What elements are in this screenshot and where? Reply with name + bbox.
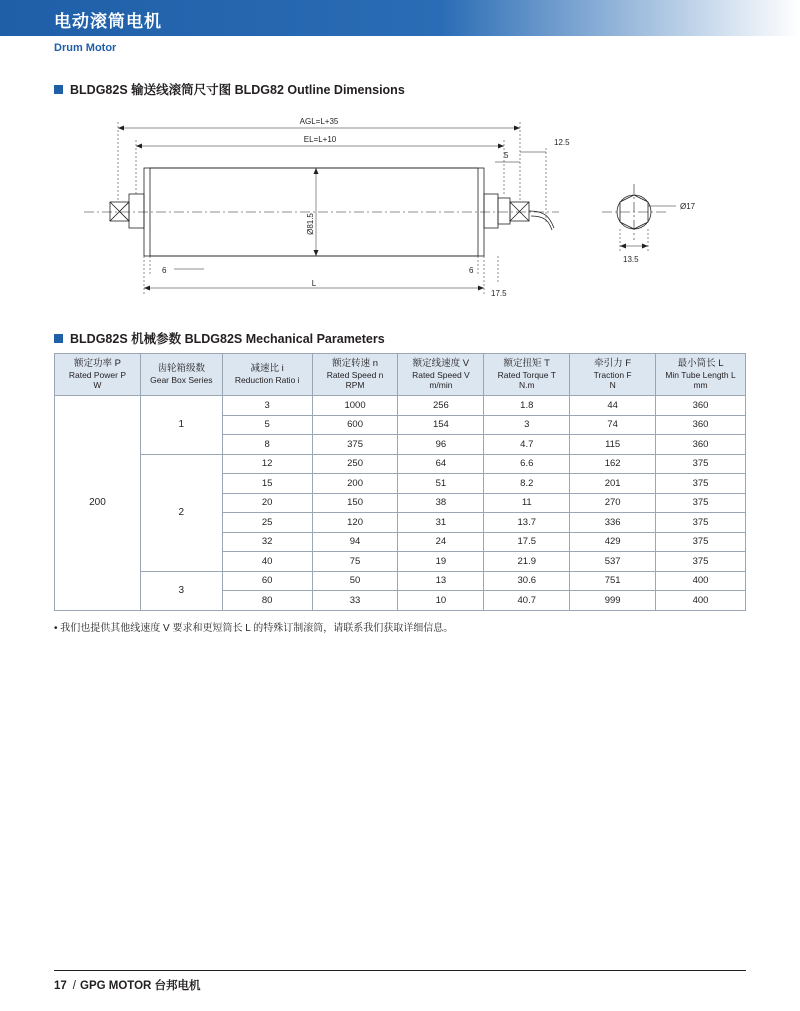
cell-traction: 44	[570, 396, 656, 416]
table-header-row	[55, 354, 746, 396]
table-row	[55, 571, 746, 591]
cell-speed-n: 1000	[312, 396, 398, 416]
cell-torque: 30.6	[484, 571, 570, 591]
dim-6-left-label: 6	[162, 266, 167, 275]
cell-gear-series: 1	[140, 396, 222, 455]
dim-6-right-label: 6	[469, 266, 474, 275]
cell-gear-series: 2	[140, 454, 222, 571]
cell-speed-n: 150	[312, 493, 398, 513]
cell-speed-n: 33	[312, 591, 398, 611]
cell-speed-v: 38	[398, 493, 484, 513]
cell-traction: 201	[570, 474, 656, 494]
bullet-square-icon	[54, 334, 63, 343]
cell-torque: 3	[484, 415, 570, 435]
cell-speed-v: 154	[398, 415, 484, 435]
col-reduction-ratio: 减速比 i Reduction Ratio i	[222, 354, 312, 396]
page-header	[0, 0, 800, 62]
cell-length: 375	[656, 474, 746, 494]
page-number: 17	[54, 980, 67, 992]
cell-gear-series: 3	[140, 571, 222, 610]
col-min-tube-length: 最小筒长 L Min Tube Length L mm	[656, 354, 746, 396]
mechanical-parameters-table	[54, 353, 746, 611]
cell-torque: 13.7	[484, 513, 570, 533]
section-heading-outline-label: BLDG82S 输送线滚筒尺寸图 BLDG82 Outline Dimensions	[70, 83, 405, 97]
cell-speed-v: 51	[398, 474, 484, 494]
cell-torque: 1.8	[484, 396, 570, 416]
cell-speed-v: 19	[398, 552, 484, 572]
cell-traction: 162	[570, 454, 656, 474]
dim-diameter-tube-label: Ø81.5	[306, 213, 315, 235]
cell-traction: 751	[570, 571, 656, 591]
dim-13-5-label: 13.5	[623, 255, 639, 264]
footer-brand: GPG MOTOR 台邦电机	[80, 980, 201, 992]
cell-speed-v: 256	[398, 396, 484, 416]
page-subtitle: Drum Motor	[54, 42, 117, 54]
table-row	[55, 396, 746, 416]
dim-5-label: 5	[504, 151, 509, 160]
cell-ratio: 80	[222, 591, 312, 611]
cell-ratio: 32	[222, 532, 312, 552]
cell-ratio: 12	[222, 454, 312, 474]
outline-drawing	[54, 106, 746, 311]
cell-ratio: 40	[222, 552, 312, 572]
footer-content	[54, 977, 746, 993]
page-content	[0, 80, 800, 634]
cell-speed-n: 50	[312, 571, 398, 591]
cell-speed-v: 24	[398, 532, 484, 552]
cell-length: 375	[656, 552, 746, 572]
bullet-square-icon	[54, 85, 63, 94]
cell-traction: 74	[570, 415, 656, 435]
footer-separator: /	[72, 980, 76, 992]
cell-torque: 4.7	[484, 435, 570, 455]
page-title: 电动滚筒电机	[54, 12, 162, 31]
cell-length: 375	[656, 513, 746, 533]
col-rated-torque: 额定扭矩 T Rated Torque T N.m	[484, 354, 570, 396]
cell-torque: 17.5	[484, 532, 570, 552]
cell-ratio: 25	[222, 513, 312, 533]
table-note: • 我们也提供其他线速度 V 要求和更短筒长 L 的特殊订制滚筒，请联系我们获取详细信息。	[54, 622, 454, 634]
dim-diameter-shaft-label: Ø17	[680, 202, 696, 211]
cell-traction: 115	[570, 435, 656, 455]
cell-torque: 6.6	[484, 454, 570, 474]
cell-speed-n: 94	[312, 532, 398, 552]
cell-traction: 270	[570, 493, 656, 513]
cell-speed-v: 13	[398, 571, 484, 591]
cell-ratio: 8	[222, 435, 312, 455]
section-heading-mechanical-label: BLDG82S 机械参数 BLDG82S Mechanical Parameters	[70, 332, 385, 346]
col-rated-speed-n: 额定转速 n Rated Speed n RPM	[312, 354, 398, 396]
cell-torque: 11	[484, 493, 570, 513]
outline-drawing-svg	[54, 106, 746, 311]
col-gear-box-series: 齿轮箱级数 Gear Box Series	[140, 354, 222, 396]
cell-torque: 40.7	[484, 591, 570, 611]
dim-l-label: L	[311, 279, 317, 288]
cell-traction: 999	[570, 591, 656, 611]
cell-traction: 429	[570, 532, 656, 552]
section-heading-outline	[54, 80, 746, 98]
cell-rated-power: 200	[55, 396, 141, 611]
dim-17-5-label: 17.5	[491, 289, 507, 298]
table-row	[55, 454, 746, 474]
cell-length: 400	[656, 591, 746, 611]
cell-traction: 537	[570, 552, 656, 572]
cell-speed-v: 96	[398, 435, 484, 455]
cell-speed-n: 120	[312, 513, 398, 533]
page-footer	[54, 970, 746, 993]
cell-ratio: 20	[222, 493, 312, 513]
cell-speed-v: 31	[398, 513, 484, 533]
cell-speed-v: 64	[398, 454, 484, 474]
cell-torque: 8.2	[484, 474, 570, 494]
cell-speed-v: 10	[398, 591, 484, 611]
cell-ratio: 3	[222, 396, 312, 416]
cell-length: 400	[656, 571, 746, 591]
table-body	[55, 396, 746, 611]
cell-length: 360	[656, 415, 746, 435]
col-rated-power: 额定功率 P Rated Power P W	[55, 354, 141, 396]
cell-torque: 21.9	[484, 552, 570, 572]
cell-speed-n: 75	[312, 552, 398, 572]
cell-length: 360	[656, 435, 746, 455]
cell-ratio: 5	[222, 415, 312, 435]
col-traction: 牵引力 F Traction F N	[570, 354, 656, 396]
cell-length: 360	[656, 396, 746, 416]
cell-length: 375	[656, 532, 746, 552]
dim-el-label: EL=L+10	[303, 135, 337, 144]
cell-speed-n: 375	[312, 435, 398, 455]
cell-length: 375	[656, 493, 746, 513]
cell-speed-n: 200	[312, 474, 398, 494]
section-heading-mechanical	[54, 329, 746, 347]
cell-speed-n: 600	[312, 415, 398, 435]
dim-agl-label: AGL=L+35	[299, 117, 339, 126]
cell-length: 375	[656, 454, 746, 474]
dim-12-5-label: 12.5	[554, 138, 570, 147]
footer-divider	[54, 970, 746, 971]
cell-speed-n: 250	[312, 454, 398, 474]
cell-traction: 336	[570, 513, 656, 533]
cell-ratio: 60	[222, 571, 312, 591]
col-rated-speed-v: 额定线速度 V Rated Speed V m/min	[398, 354, 484, 396]
cell-ratio: 15	[222, 474, 312, 494]
